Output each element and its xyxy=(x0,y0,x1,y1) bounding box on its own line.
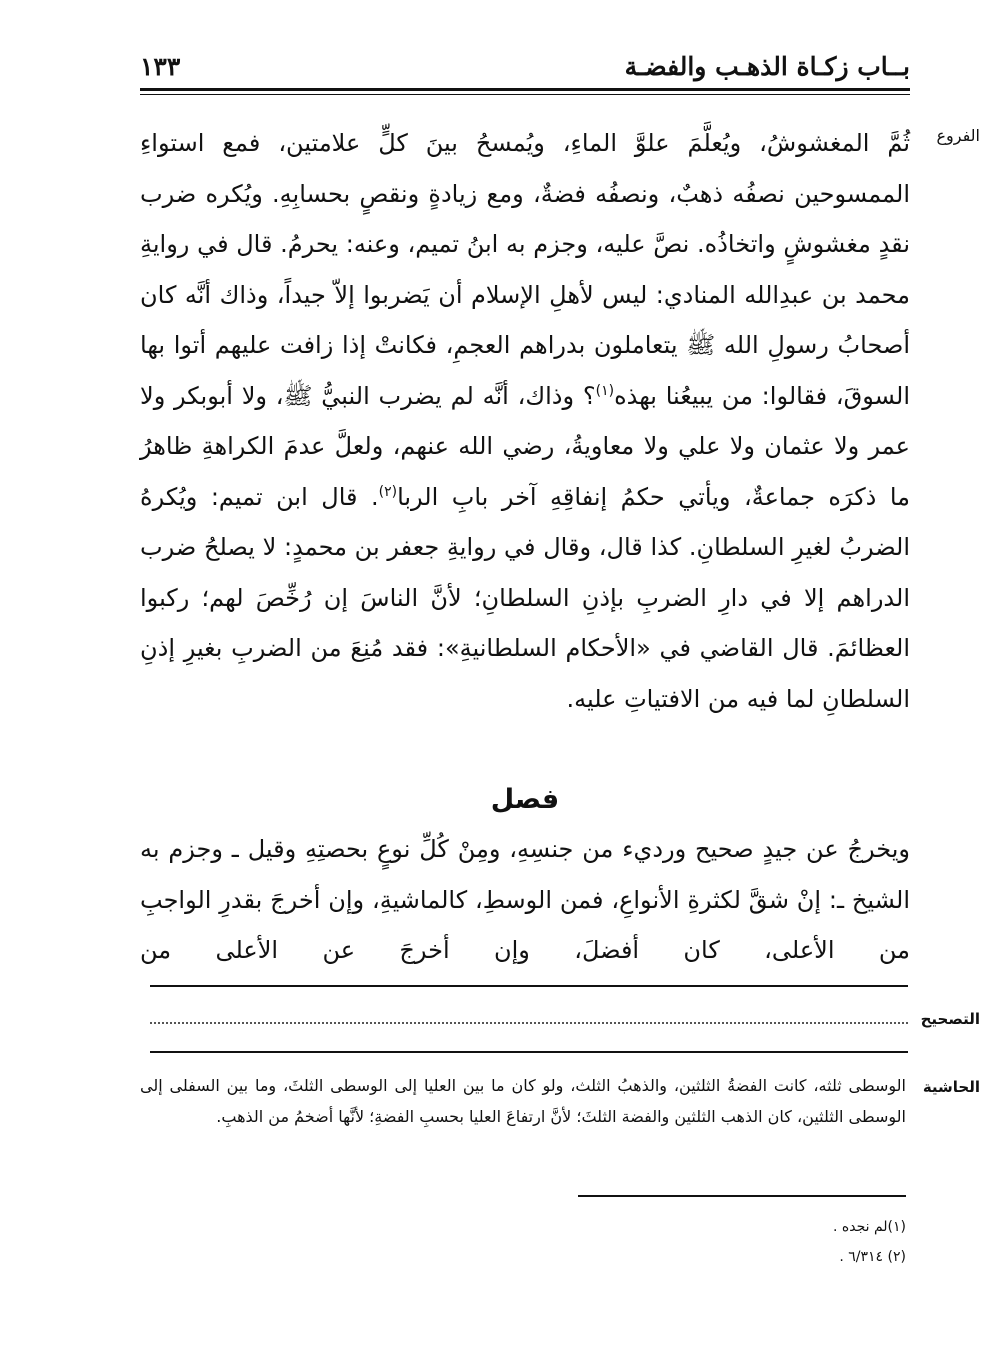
side-label-hashiya: الحاشية xyxy=(922,1078,980,1096)
correction-bottom-rule xyxy=(150,1051,908,1053)
footnote-ref-2: (٢) xyxy=(378,483,398,500)
main-paragraph xyxy=(140,118,910,724)
main-text-part-3: . قال ابن تميم: ويُكرهُ الضربُ لغيرِ السلطانِ. كذا قال، وقال في روايةِ جعفر بن محمدٍ: لا يصلحُ ضرب الدراهم إلا في دارِ الضربِ بإذنِ السلطانِ؛ لأنَّ الناسَ إن رُخِّصَ لهم؛ ركبوا العظائمَ. قال القاضي في «الأحكام السلطانيةِ»: فقد مُنِعَ من الضربِ بغيرِ إذنِ السلطانِ لما فيه من الافتياتِ عليه. xyxy=(140,482,910,713)
page-number: ١٣٣ xyxy=(140,52,181,81)
header-rule-thin xyxy=(140,94,910,95)
section-heading: فصل xyxy=(490,784,560,815)
correction-top-rule xyxy=(150,985,908,987)
footnote-2: (٢) ٦/٣١٤ . xyxy=(839,1249,906,1265)
footnote-separator xyxy=(578,1195,906,1197)
main-text xyxy=(140,118,910,724)
header-rule-thick xyxy=(140,88,910,91)
running-header xyxy=(140,50,910,86)
hashiya-text xyxy=(140,1070,906,1132)
main-text-part-1: ثُمَّ المغشوشُ، ويُعلَّمَ علوَّ الماءِ، ويُمسحُ بينَ كلٍّ علامتين، فمع استواءِ الممسوحين نصفُه ذهبٌ، ونصفُه فضةٌ، ومع زيادةٍ ونقصٍ بحسابِهِ. ويُكره ضرب نقدٍ مغشوشٍ واتخاذُه. نصَّ عليه، وجزم به ابنُ تميم، وعنه: يحرمُ. قال في روايةِ محمد بن عبدِالله المنادي: ليس لأهلِ الإسلام أن يَضربوا إلاّ جيداً، وذاك أنَّه كان أصحابُ رسولِ الله ﷺ يتعاملون بدراهم العجمِ، فكانتْ إذا زافت عليهم أتوا بها السوقَ، فقالوا: من يبيعُنا بهذه xyxy=(140,129,910,410)
side-label-furu: الفروع xyxy=(936,126,980,145)
footnote-ref-1: (١) xyxy=(595,382,615,399)
footnotes xyxy=(560,1212,906,1272)
hashiya-paragraph: الوسطى ثلثه، كانت الفضةُ الثلثين، والذهبُ الثلث، ولو كان ما بين العليا إلى الوسطى الثلثَ، وما بين السفلى إلى الوسطى الثلثين، كان الذهب الثلثين والفضة الثلثَ؛ لأنَّ ارتفاعَ العليا بحسبِ الفضةِ؛ لأنَّها أضخمُ من الذهبِ. xyxy=(140,1076,906,1126)
chapter-title: بــاب زكـاة الذهـب والفضـة xyxy=(624,52,910,81)
footnote-1: (١)لم نجده . xyxy=(832,1219,906,1235)
section-text xyxy=(140,824,910,976)
main-text-part-2: ؟ وذاك، أنَّه لم يضرب النبيُّ ﷺ، ولا أبوبكر ولا عمر ولا عثمان ولا علي ولا معاويةُ، رضي الله عنهم، ولعلَّ عدمَ الكراهةِ ظاهرُ ما ذكرَه جماعةٌ، ويأتي حكمُ إنفاقِهِ آخر بابِ الربا xyxy=(140,381,910,511)
side-label-correction: التصحيح xyxy=(920,1010,980,1028)
correction-dotted-line xyxy=(150,1022,908,1024)
section-paragraph: ويخرجُ عن جيدٍ صحيح ورديء من جنسِهِ، ومِنْ كُلِّ نوعٍ بحصتِهِ وقيل ـ وجزم به الشيخ ـ: إنْ شقَّ لكثرةِ الأنواعِ، فمن الوسطِ، كالماشيةِ، وإن أخرجَ بقدرِ الواجبِ من الأعلى، كان أفضلَ، وإن أخرجَ عن الأعلى من xyxy=(140,835,910,964)
